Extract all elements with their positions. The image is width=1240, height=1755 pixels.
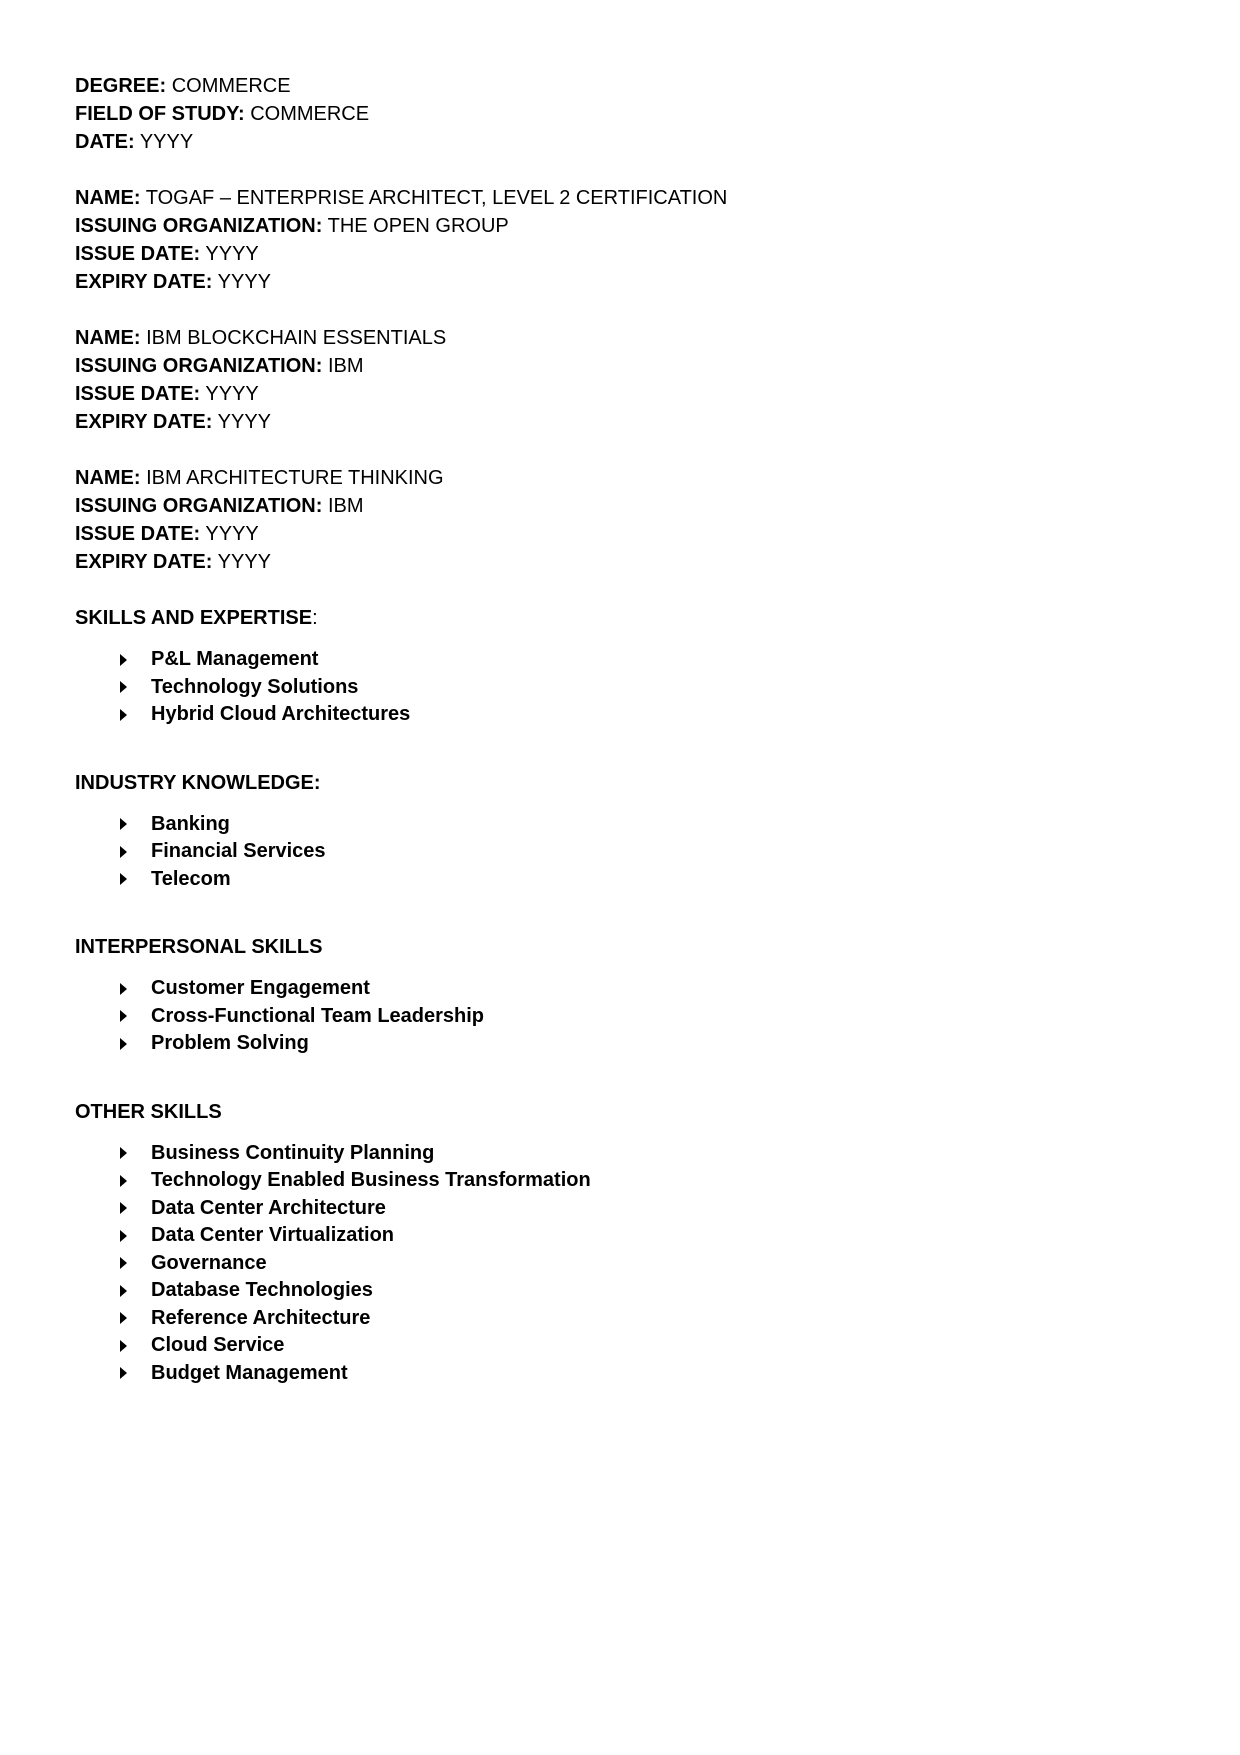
list-item-label: Customer Engagement <box>151 977 370 999</box>
cert-issue-value: YYYY <box>205 523 259 545</box>
other-section-title: OTHER SKILLS <box>75 1100 222 1123</box>
cert-expiry-value: YYYY <box>217 551 271 573</box>
date-line <box>75 128 1165 156</box>
list-item-label: Banking <box>151 812 230 835</box>
cert-org-value: THE OPEN GROUP <box>327 215 509 237</box>
list-item-label: Business Continuity Planning <box>151 1141 435 1164</box>
field-of-study-line <box>75 100 1165 128</box>
cert-org-value: IBM <box>327 495 364 517</box>
field-of-study-value: COMMERCE <box>250 103 370 125</box>
industry-section-title: INDUSTRY KNOWLEDGE: <box>75 771 321 794</box>
cert-expiry-line <box>75 408 1165 436</box>
cert-name-line <box>75 324 1165 352</box>
list-item <box>120 1305 1165 1333</box>
list-item <box>120 838 1165 866</box>
list-item-label: Cloud Service <box>151 1334 285 1356</box>
cert-name-label: NAME: <box>75 467 141 489</box>
cert-name-line <box>75 464 1165 492</box>
list-item-label: Budget Management <box>151 1361 348 1384</box>
cert-issue-line <box>75 380 1165 408</box>
list-item <box>120 1222 1165 1250</box>
cert-name-value: TOGAF – ENTERPRISE ARCHITECT, LEVEL 2 CERTIFICATION <box>145 187 728 209</box>
list-item-label: Problem Solving <box>151 1032 309 1054</box>
industry-list <box>75 811 1165 894</box>
cert-name-value: IBM BLOCKCHAIN ESSENTIALS <box>146 327 447 349</box>
skills-list <box>75 646 1165 729</box>
list-item <box>120 1332 1165 1360</box>
certification-block <box>75 464 1165 576</box>
cert-org-label: ISSUING ORGANIZATION: <box>75 215 323 237</box>
other-list <box>75 1140 1165 1388</box>
list-item-label: Reference Architecture <box>151 1306 371 1329</box>
list-item-label: Technology Enabled Business Transformation <box>151 1169 591 1191</box>
list-item <box>120 646 1165 674</box>
degree-line <box>75 72 1165 100</box>
list-item <box>120 1360 1165 1388</box>
list-item <box>120 1030 1165 1058</box>
cert-issue-label: ISSUE DATE: <box>75 383 201 405</box>
list-item <box>120 1277 1165 1305</box>
triangle-right-icon <box>120 1010 127 1022</box>
interpersonal-list <box>75 975 1165 1058</box>
resume-page <box>75 72 1165 1427</box>
list-item-label: P&L Management <box>151 648 319 670</box>
date-value: YYYY <box>139 131 194 153</box>
education-block <box>75 72 1165 156</box>
skills-title-colon: : <box>312 607 318 629</box>
cert-org-value: IBM <box>327 355 364 377</box>
list-item-label: Hybrid Cloud Architectures <box>151 703 411 725</box>
cert-name-value: IBM ARCHITECTURE THINKING <box>146 467 444 489</box>
list-item <box>120 701 1165 729</box>
cert-expiry-label: EXPIRY DATE: <box>75 551 213 573</box>
cert-org-line <box>75 212 1165 240</box>
cert-expiry-value: YYYY <box>217 411 271 433</box>
triangle-right-icon <box>120 1340 127 1352</box>
cert-name-label: NAME: <box>75 187 141 209</box>
list-item-label: Database Technologies <box>151 1279 373 1301</box>
triangle-right-icon <box>120 983 127 995</box>
cert-issue-label: ISSUE DATE: <box>75 243 201 265</box>
list-item-label: Data Center Virtualization <box>151 1224 395 1246</box>
cert-name-label: NAME: <box>75 327 141 349</box>
skills-section-title <box>75 604 1165 632</box>
list-item <box>120 811 1165 839</box>
list-item-label: Technology Solutions <box>151 675 359 698</box>
list-item <box>120 975 1165 1003</box>
triangle-right-icon <box>120 1285 127 1297</box>
list-item-label: Telecom <box>151 867 231 890</box>
list-item <box>120 1195 1165 1223</box>
date-label: DATE: <box>75 131 135 153</box>
cert-expiry-label: EXPIRY DATE: <box>75 271 213 293</box>
triangle-right-icon <box>120 1367 127 1379</box>
list-item-label: Financial Services <box>151 840 326 862</box>
cert-org-label: ISSUING ORGANIZATION: <box>75 355 323 377</box>
cert-name-line <box>75 184 1165 212</box>
list-item-label: Cross-Functional Team Leadership <box>151 1004 485 1027</box>
cert-expiry-value: YYYY <box>217 271 271 293</box>
triangle-right-icon <box>120 873 127 885</box>
degree-label: DEGREE: <box>75 75 167 97</box>
list-item <box>120 866 1165 894</box>
interpersonal-section-title: INTERPERSONAL SKILLS <box>75 936 323 958</box>
cert-expiry-label: EXPIRY DATE: <box>75 411 213 433</box>
triangle-right-icon <box>120 1147 127 1159</box>
triangle-right-icon <box>120 1312 127 1324</box>
cert-issue-line <box>75 240 1165 268</box>
triangle-right-icon <box>120 1038 127 1050</box>
triangle-right-icon <box>120 1202 127 1214</box>
certification-block <box>75 184 1165 296</box>
triangle-right-icon <box>120 1230 127 1242</box>
triangle-right-icon <box>120 681 127 693</box>
cert-issue-value: YYYY <box>205 243 259 265</box>
triangle-right-icon <box>120 709 127 721</box>
triangle-right-icon <box>120 846 127 858</box>
cert-expiry-line <box>75 548 1165 576</box>
cert-org-line <box>75 352 1165 380</box>
list-item <box>120 1167 1165 1195</box>
cert-issue-value: YYYY <box>205 383 259 405</box>
triangle-right-icon <box>120 654 127 666</box>
triangle-right-icon <box>120 1175 127 1187</box>
certification-block <box>75 324 1165 436</box>
list-item <box>120 674 1165 702</box>
degree-value: COMMERCE <box>171 75 291 97</box>
list-item-label: Governance <box>151 1251 267 1274</box>
list-item <box>120 1140 1165 1168</box>
list-item-label: Data Center Architecture <box>151 1196 386 1219</box>
list-item <box>120 1003 1165 1031</box>
cert-issue-label: ISSUE DATE: <box>75 523 201 545</box>
skills-title-text: SKILLS AND EXPERTISE <box>75 607 313 629</box>
cert-expiry-line <box>75 268 1165 296</box>
cert-issue-line <box>75 520 1165 548</box>
cert-org-label: ISSUING ORGANIZATION: <box>75 495 323 517</box>
triangle-right-icon <box>120 1257 127 1269</box>
cert-org-line <box>75 492 1165 520</box>
field-of-study-label: FIELD OF STUDY: <box>75 103 245 125</box>
list-item <box>120 1250 1165 1278</box>
triangle-right-icon <box>120 818 127 830</box>
